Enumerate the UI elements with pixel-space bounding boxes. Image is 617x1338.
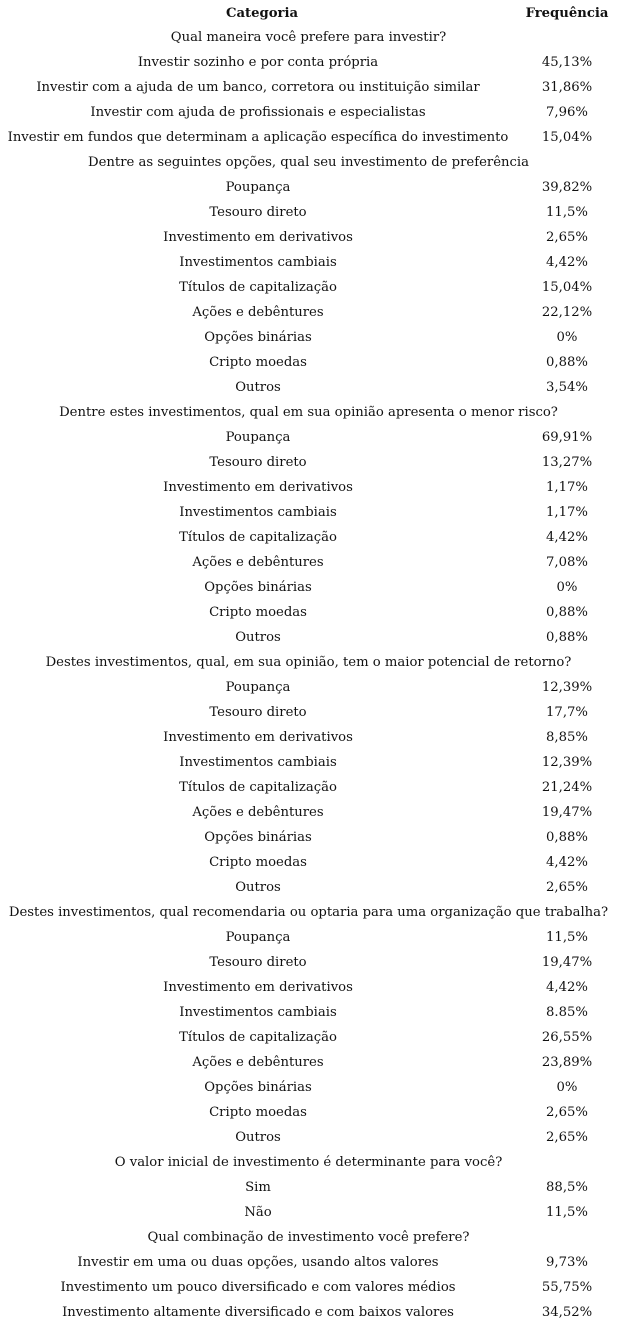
table-row xyxy=(0,875,617,900)
frequency-cell: 17,7% xyxy=(546,705,588,720)
category-cell: Investimentos cambiais xyxy=(179,505,337,520)
category-cell: Investimentos cambiais xyxy=(179,255,337,270)
table-row xyxy=(0,50,617,75)
question-row xyxy=(0,900,617,925)
category-cell: Opções binárias xyxy=(204,330,312,345)
category-cell: Títulos de capitalização xyxy=(179,280,337,295)
category-cell: Cripto moedas xyxy=(209,605,307,620)
category-cell: Tesouro direto xyxy=(209,455,307,470)
frequency-cell: 1,17% xyxy=(546,505,588,520)
category-cell: Não xyxy=(244,1205,272,1220)
table-row xyxy=(0,725,617,750)
table-row xyxy=(0,850,617,875)
frequency-cell: 88,5% xyxy=(546,1180,588,1195)
category-cell: Investimento altamente diversificado e com baixos valores xyxy=(62,1305,454,1320)
header-category: Categoria xyxy=(225,6,299,21)
category-cell: Cripto moedas xyxy=(209,1105,307,1120)
table-row xyxy=(0,550,617,575)
frequency-cell: 34,52% xyxy=(541,1305,593,1320)
frequency-cell: 15,04% xyxy=(541,280,593,295)
category-cell: Investimento em derivativos xyxy=(163,730,353,745)
table-row xyxy=(0,625,617,650)
frequency-cell: 2,65% xyxy=(546,1130,588,1145)
category-cell: Investir em uma ou duas opções, usando altos valores xyxy=(77,1255,439,1270)
category-cell: Títulos de capitalização xyxy=(179,530,337,545)
question-row xyxy=(0,25,617,50)
frequency-cell: 23,89% xyxy=(541,1055,593,1070)
table-row xyxy=(0,575,617,600)
question-row xyxy=(0,650,617,675)
table-row xyxy=(0,275,617,300)
frequency-cell: 0% xyxy=(556,580,578,595)
frequency-cell: 26,55% xyxy=(541,1030,593,1045)
frequency-cell: 55,75% xyxy=(541,1280,593,1295)
table-row xyxy=(0,325,617,350)
frequency-cell: 2,65% xyxy=(546,1105,588,1120)
table-row xyxy=(0,1050,617,1075)
question-text: O valor inicial de investimento é determinante para você? xyxy=(114,1155,503,1170)
category-cell: Poupança xyxy=(225,430,291,445)
category-cell: Opções binárias xyxy=(204,580,312,595)
table-row xyxy=(0,300,617,325)
table-row xyxy=(0,425,617,450)
question-row xyxy=(0,1150,617,1175)
category-cell: Poupança xyxy=(225,930,291,945)
category-cell: Opções binárias xyxy=(204,1080,312,1095)
frequency-cell: 0% xyxy=(556,1080,578,1095)
category-cell: Outros xyxy=(235,630,281,645)
category-cell: Ações e debêntures xyxy=(192,1055,324,1070)
category-cell: Outros xyxy=(235,1130,281,1145)
frequency-cell: 4,42% xyxy=(546,255,588,270)
category-cell: Cripto moedas xyxy=(209,855,307,870)
table-row xyxy=(0,1075,617,1100)
category-cell: Ações e debêntures xyxy=(192,805,324,820)
category-cell: Outros xyxy=(235,380,281,395)
frequency-cell: 0,88% xyxy=(546,355,588,370)
frequency-cell: 3,54% xyxy=(546,380,588,395)
frequency-cell: 19,47% xyxy=(541,955,593,970)
category-cell: Ações e debêntures xyxy=(192,555,324,570)
question-text: Qual combinação de investimento você prefere? xyxy=(147,1230,470,1245)
table-row xyxy=(0,75,617,100)
question-row xyxy=(0,1225,617,1250)
question-text: Dentre as seguintes opções, qual seu investimento de preferência xyxy=(88,155,529,170)
category-cell: Investir com a ajuda de um banco, corretora ou instituição similar xyxy=(36,80,480,95)
frequency-cell: 21,24% xyxy=(541,780,593,795)
frequency-cell: 8.85% xyxy=(546,1005,588,1020)
frequency-cell: 31,86% xyxy=(541,80,593,95)
category-cell: Poupança xyxy=(225,180,291,195)
frequency-cell: 12,39% xyxy=(541,755,593,770)
frequency-cell: 13,27% xyxy=(541,455,593,470)
table-row xyxy=(0,350,617,375)
table-row xyxy=(0,250,617,275)
table-row xyxy=(0,475,617,500)
frequency-cell: 22,12% xyxy=(541,305,593,320)
frequency-cell: 0,88% xyxy=(546,630,588,645)
table-row xyxy=(0,375,617,400)
category-cell: Investir em fundos que determinam a aplicação específica do investimento xyxy=(7,130,509,145)
frequency-cell: 0% xyxy=(556,330,578,345)
table-row xyxy=(0,1175,617,1200)
frequency-cell: 11,5% xyxy=(546,930,588,945)
survey-table xyxy=(0,5,617,1325)
frequency-cell: 7,08% xyxy=(546,555,588,570)
frequency-cell: 11,5% xyxy=(546,1205,588,1220)
question-text: Destes investimentos, qual, em sua opinião, tem o maior potencial de retorno? xyxy=(45,655,572,670)
table-row xyxy=(0,100,617,125)
category-cell: Tesouro direto xyxy=(209,705,307,720)
frequency-cell: 7,96% xyxy=(546,105,588,120)
frequency-cell: 45,13% xyxy=(541,55,593,70)
table-row xyxy=(0,1125,617,1150)
header-frequency: Frequência xyxy=(525,6,609,21)
table-row xyxy=(0,775,617,800)
frequency-cell: 11,5% xyxy=(546,205,588,220)
frequency-cell: 2,65% xyxy=(546,880,588,895)
table-row xyxy=(0,1250,617,1275)
frequency-cell: 39,82% xyxy=(541,180,593,195)
frequency-cell: 4,42% xyxy=(546,855,588,870)
table-row xyxy=(0,825,617,850)
table-row xyxy=(0,600,617,625)
table-row xyxy=(0,450,617,475)
category-cell: Tesouro direto xyxy=(209,955,307,970)
frequency-cell: 19,47% xyxy=(541,805,593,820)
table-row xyxy=(0,1025,617,1050)
category-cell: Títulos de capitalização xyxy=(179,780,337,795)
table-row xyxy=(0,1200,617,1225)
table-row xyxy=(0,225,617,250)
category-cell: Ações e debêntures xyxy=(192,305,324,320)
frequency-cell: 15,04% xyxy=(541,130,593,145)
table-row xyxy=(0,700,617,725)
table-row xyxy=(0,175,617,200)
category-cell: Opções binárias xyxy=(204,830,312,845)
question-text: Dentre estes investimentos, qual em sua opinião apresenta o menor risco? xyxy=(59,405,558,420)
table-body xyxy=(0,25,617,1325)
frequency-cell: 9,73% xyxy=(546,1255,588,1270)
table-row xyxy=(0,200,617,225)
table-row xyxy=(0,675,617,700)
category-cell: Investimento um pouco diversificado e com valores médios xyxy=(60,1280,456,1295)
table-row xyxy=(0,1275,617,1300)
table-row xyxy=(0,975,617,1000)
question-text: Destes investimentos, qual recomendaria ou optaria para uma organização que trabalha? xyxy=(8,905,609,920)
category-cell: Outros xyxy=(235,880,281,895)
table-row xyxy=(0,1100,617,1125)
table-row xyxy=(0,525,617,550)
table-row xyxy=(0,800,617,825)
category-cell: Investimentos cambiais xyxy=(179,755,337,770)
question-row xyxy=(0,150,617,175)
category-cell: Sim xyxy=(245,1180,271,1195)
category-cell: Tesouro direto xyxy=(209,205,307,220)
table-row xyxy=(0,1300,617,1325)
frequency-cell: 2,65% xyxy=(546,230,588,245)
category-cell: Títulos de capitalização xyxy=(179,1030,337,1045)
table-row xyxy=(0,925,617,950)
category-cell: Investimento em derivativos xyxy=(163,230,353,245)
frequency-cell: 0,88% xyxy=(546,830,588,845)
category-cell: Investir sozinho e por conta própria xyxy=(137,55,379,70)
table-row xyxy=(0,500,617,525)
frequency-cell: 12,39% xyxy=(541,680,593,695)
question-row xyxy=(0,400,617,425)
frequency-cell: 4,42% xyxy=(546,980,588,995)
frequency-cell: 0,88% xyxy=(546,605,588,620)
category-cell: Poupança xyxy=(225,680,291,695)
table-row xyxy=(0,125,617,150)
frequency-cell: 8,85% xyxy=(546,730,588,745)
table-row xyxy=(0,750,617,775)
question-text: Qual maneira você prefere para investir? xyxy=(170,30,447,45)
category-cell: Investir com ajuda de profissionais e especialistas xyxy=(90,105,426,120)
table-row xyxy=(0,950,617,975)
table-header xyxy=(0,5,617,22)
frequency-cell: 69,91% xyxy=(541,430,593,445)
category-cell: Investimentos cambiais xyxy=(179,1005,337,1020)
table-row xyxy=(0,1000,617,1025)
category-cell: Cripto moedas xyxy=(209,355,307,370)
category-cell: Investimento em derivativos xyxy=(163,980,353,995)
frequency-cell: 4,42% xyxy=(546,530,588,545)
category-cell: Investimento em derivativos xyxy=(163,480,353,495)
frequency-cell: 1,17% xyxy=(546,480,588,495)
